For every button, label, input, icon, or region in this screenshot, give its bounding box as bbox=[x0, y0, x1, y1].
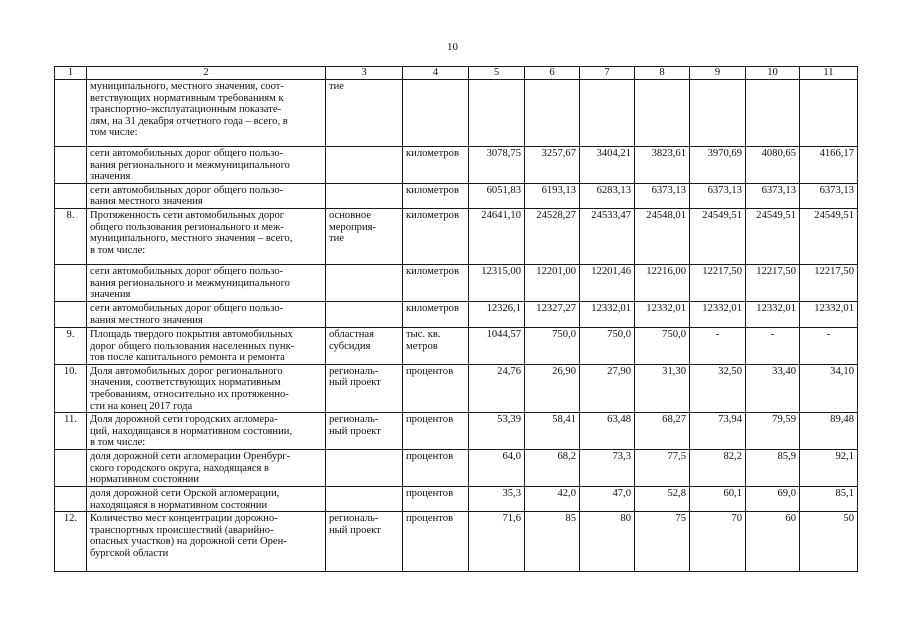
value-cell: 34,10 bbox=[800, 364, 858, 412]
value-cell: 12332,01 bbox=[580, 301, 635, 327]
value-cell: 6193,13 bbox=[525, 183, 580, 208]
value-cell: 24549,51 bbox=[800, 208, 858, 264]
value-cell: 53,39 bbox=[469, 413, 525, 450]
source-cell: региональ- ный проект bbox=[326, 364, 403, 412]
value-cell: 68,2 bbox=[525, 450, 580, 487]
value-cell: 12201,46 bbox=[580, 264, 635, 301]
unit-cell: процентов bbox=[403, 512, 469, 572]
row-number-cell: 11. bbox=[55, 413, 87, 450]
value-cell: 35,3 bbox=[469, 486, 525, 511]
value-cell: 12217,50 bbox=[690, 264, 746, 301]
value-cell: - bbox=[690, 327, 746, 364]
indicator-name-cell: сети автомобильных дорог общего пользо- вания местного значения bbox=[87, 301, 326, 327]
value-cell: 750,0 bbox=[525, 327, 580, 364]
source-cell bbox=[326, 183, 403, 208]
column-header: 10 bbox=[746, 67, 800, 80]
value-cell bbox=[746, 80, 800, 147]
value-cell: 69,0 bbox=[746, 486, 800, 511]
value-cell: 79,59 bbox=[746, 413, 800, 450]
value-cell: 71,6 bbox=[469, 512, 525, 572]
value-cell: 42,0 bbox=[525, 486, 580, 511]
value-cell bbox=[525, 80, 580, 147]
indicator-name-cell: Протяженность сети автомобильных дорог общего пользования регионального и меж- муниципального, местного значения – всего, в том числе: bbox=[87, 208, 326, 264]
value-cell: 12315,00 bbox=[469, 264, 525, 301]
value-cell: 64,0 bbox=[469, 450, 525, 487]
value-cell: 12217,50 bbox=[800, 264, 858, 301]
indicator-name-cell: Площадь твердого покрытия автомобильных дорог общего пользования населенных пунк- тов после капитального ремонта и ремонта bbox=[87, 327, 326, 364]
unit-cell: процентов bbox=[403, 413, 469, 450]
indicator-name-cell: Количество мест концентрации дорожно- транспортных происшествий (аварийно- опасных участков) на дорожной сети Орен- бургской области bbox=[87, 512, 326, 572]
value-cell: 24548,01 bbox=[635, 208, 690, 264]
column-header: 9 bbox=[690, 67, 746, 80]
source-cell bbox=[326, 301, 403, 327]
value-cell: - bbox=[800, 327, 858, 364]
value-cell: 32,50 bbox=[690, 364, 746, 412]
value-cell: 4166,17 bbox=[800, 147, 858, 184]
value-cell: 24549,51 bbox=[746, 208, 800, 264]
column-header: 1 bbox=[55, 67, 87, 80]
table-row bbox=[55, 327, 858, 364]
value-cell: 3823,61 bbox=[635, 147, 690, 184]
value-cell bbox=[800, 80, 858, 147]
row-number-cell: 12. bbox=[55, 512, 87, 572]
table-row bbox=[55, 413, 858, 450]
value-cell: 12216,00 bbox=[635, 264, 690, 301]
value-cell: 6373,13 bbox=[690, 183, 746, 208]
column-header: 2 bbox=[87, 67, 326, 80]
value-cell: 3078,75 bbox=[469, 147, 525, 184]
row-number-cell bbox=[55, 486, 87, 511]
source-cell: основное мероприя- тие bbox=[326, 208, 403, 264]
source-cell bbox=[326, 264, 403, 301]
unit-cell: тыс. кв. метров bbox=[403, 327, 469, 364]
value-cell: 60,1 bbox=[690, 486, 746, 511]
indicator-name-cell: сети автомобильных дорог общего пользо- вания регионального и межмуниципального значения bbox=[87, 264, 326, 301]
value-cell bbox=[469, 80, 525, 147]
page-number: 10 bbox=[447, 41, 458, 53]
source-cell: областная субсидия bbox=[326, 327, 403, 364]
value-cell: 24,76 bbox=[469, 364, 525, 412]
unit-cell: километров bbox=[403, 208, 469, 264]
row-number-cell bbox=[55, 80, 87, 147]
unit-cell: километров bbox=[403, 147, 469, 184]
value-cell: 68,27 bbox=[635, 413, 690, 450]
value-cell: 24641,10 bbox=[469, 208, 525, 264]
value-cell: 60 bbox=[746, 512, 800, 572]
value-cell: 31,30 bbox=[635, 364, 690, 412]
table-row bbox=[55, 512, 858, 572]
source-cell: тие bbox=[326, 80, 403, 147]
value-cell: 3970,69 bbox=[690, 147, 746, 184]
indicator-name-cell: муниципального, местного значения, соот- ветствующих нормативным требованиям к транспортно-эксплуатационным показате- лям, на 31 декабря отчетного года – всего, в том числе: bbox=[87, 80, 326, 147]
value-cell: 50 bbox=[800, 512, 858, 572]
row-number-cell bbox=[55, 264, 87, 301]
value-cell: 75 bbox=[635, 512, 690, 572]
column-header: 4 bbox=[403, 67, 469, 80]
indicator-name-cell: Доля дорожной сети городских агломера- ций, находящаяся в нормативном состоянии, в том числе: bbox=[87, 413, 326, 450]
value-cell: 77,5 bbox=[635, 450, 690, 487]
column-header: 11 bbox=[800, 67, 858, 80]
value-cell: 85,9 bbox=[746, 450, 800, 487]
value-cell: 12332,01 bbox=[635, 301, 690, 327]
table-row bbox=[55, 450, 858, 487]
table-row bbox=[55, 183, 858, 208]
unit-cell bbox=[403, 80, 469, 147]
value-cell: 6283,13 bbox=[580, 183, 635, 208]
value-cell: 12326,1 bbox=[469, 301, 525, 327]
column-header: 8 bbox=[635, 67, 690, 80]
value-cell: 85 bbox=[525, 512, 580, 572]
source-cell bbox=[326, 147, 403, 184]
value-cell: 6373,13 bbox=[800, 183, 858, 208]
value-cell: 6373,13 bbox=[635, 183, 690, 208]
value-cell: 6373,13 bbox=[746, 183, 800, 208]
value-cell: 24549,51 bbox=[690, 208, 746, 264]
column-header: 5 bbox=[469, 67, 525, 80]
value-cell: 58,41 bbox=[525, 413, 580, 450]
value-cell: 12201,00 bbox=[525, 264, 580, 301]
source-cell: региональ- ный проект bbox=[326, 413, 403, 450]
value-cell: 12327,27 bbox=[525, 301, 580, 327]
value-cell: 70 bbox=[690, 512, 746, 572]
value-cell: 63,48 bbox=[580, 413, 635, 450]
unit-cell: процентов bbox=[403, 450, 469, 487]
table-row bbox=[55, 80, 858, 147]
value-cell: 47,0 bbox=[580, 486, 635, 511]
value-cell: 33,40 bbox=[746, 364, 800, 412]
source-cell bbox=[326, 450, 403, 487]
value-cell: 12332,01 bbox=[690, 301, 746, 327]
indicator-name-cell: доля дорожной сети агломерации Оренбург- ского городского округа, находящаяся в нормативном состоянии bbox=[87, 450, 326, 487]
indicator-name-cell: доля дорожной сети Орской агломерации, находящаяся в нормативном состоянии bbox=[87, 486, 326, 511]
value-cell: 73,3 bbox=[580, 450, 635, 487]
value-cell: 6051,83 bbox=[469, 183, 525, 208]
value-cell: 24528,27 bbox=[525, 208, 580, 264]
row-number-cell: 8. bbox=[55, 208, 87, 264]
table-body bbox=[55, 80, 858, 572]
row-number-cell bbox=[55, 183, 87, 208]
column-header: 6 bbox=[525, 67, 580, 80]
table-row bbox=[55, 301, 858, 327]
value-cell: 12332,01 bbox=[746, 301, 800, 327]
table-row bbox=[55, 486, 858, 511]
value-cell bbox=[635, 80, 690, 147]
indicator-name-cell: сети автомобильных дорог общего пользо- вания регионального и межмуниципального значения bbox=[87, 147, 326, 184]
value-cell: 73,94 bbox=[690, 413, 746, 450]
unit-cell: километров bbox=[403, 301, 469, 327]
value-cell: 80 bbox=[580, 512, 635, 572]
value-cell: 82,2 bbox=[690, 450, 746, 487]
value-cell: 26,90 bbox=[525, 364, 580, 412]
indicator-name-cell: сети автомобильных дорог общего пользо- вания местного значения bbox=[87, 183, 326, 208]
unit-cell: процентов bbox=[403, 486, 469, 511]
unit-cell: процентов bbox=[403, 364, 469, 412]
indicator-name-cell: Доля автомобильных дорог регионального значения, соответствующих нормативным требованиям, относительно их протяженно- сти на конец 2017 года bbox=[87, 364, 326, 412]
row-number-cell bbox=[55, 450, 87, 487]
indicators-table bbox=[54, 66, 858, 572]
source-cell: региональ- ный проект bbox=[326, 512, 403, 572]
unit-cell: километров bbox=[403, 264, 469, 301]
value-cell: 27,90 bbox=[580, 364, 635, 412]
value-cell bbox=[580, 80, 635, 147]
value-cell: 85,1 bbox=[800, 486, 858, 511]
column-header: 7 bbox=[580, 67, 635, 80]
value-cell: 3257,67 bbox=[525, 147, 580, 184]
source-cell bbox=[326, 486, 403, 511]
table-row bbox=[55, 147, 858, 184]
value-cell: 750,0 bbox=[635, 327, 690, 364]
value-cell: - bbox=[746, 327, 800, 364]
value-cell bbox=[690, 80, 746, 147]
value-cell: 24533,47 bbox=[580, 208, 635, 264]
value-cell: 12217,50 bbox=[746, 264, 800, 301]
table-row bbox=[55, 264, 858, 301]
value-cell: 750,0 bbox=[580, 327, 635, 364]
column-number-header-row bbox=[55, 67, 858, 80]
value-cell: 92,1 bbox=[800, 450, 858, 487]
table-row bbox=[55, 208, 858, 264]
table-row bbox=[55, 364, 858, 412]
value-cell: 89,48 bbox=[800, 413, 858, 450]
value-cell: 52,8 bbox=[635, 486, 690, 511]
value-cell: 12332,01 bbox=[800, 301, 858, 327]
value-cell: 3404,21 bbox=[580, 147, 635, 184]
row-number-cell bbox=[55, 147, 87, 184]
value-cell: 1044,57 bbox=[469, 327, 525, 364]
row-number-cell bbox=[55, 301, 87, 327]
unit-cell: километров bbox=[403, 183, 469, 208]
row-number-cell: 9. bbox=[55, 327, 87, 364]
column-header: 3 bbox=[326, 67, 403, 80]
row-number-cell: 10. bbox=[55, 364, 87, 412]
value-cell: 4080,65 bbox=[746, 147, 800, 184]
